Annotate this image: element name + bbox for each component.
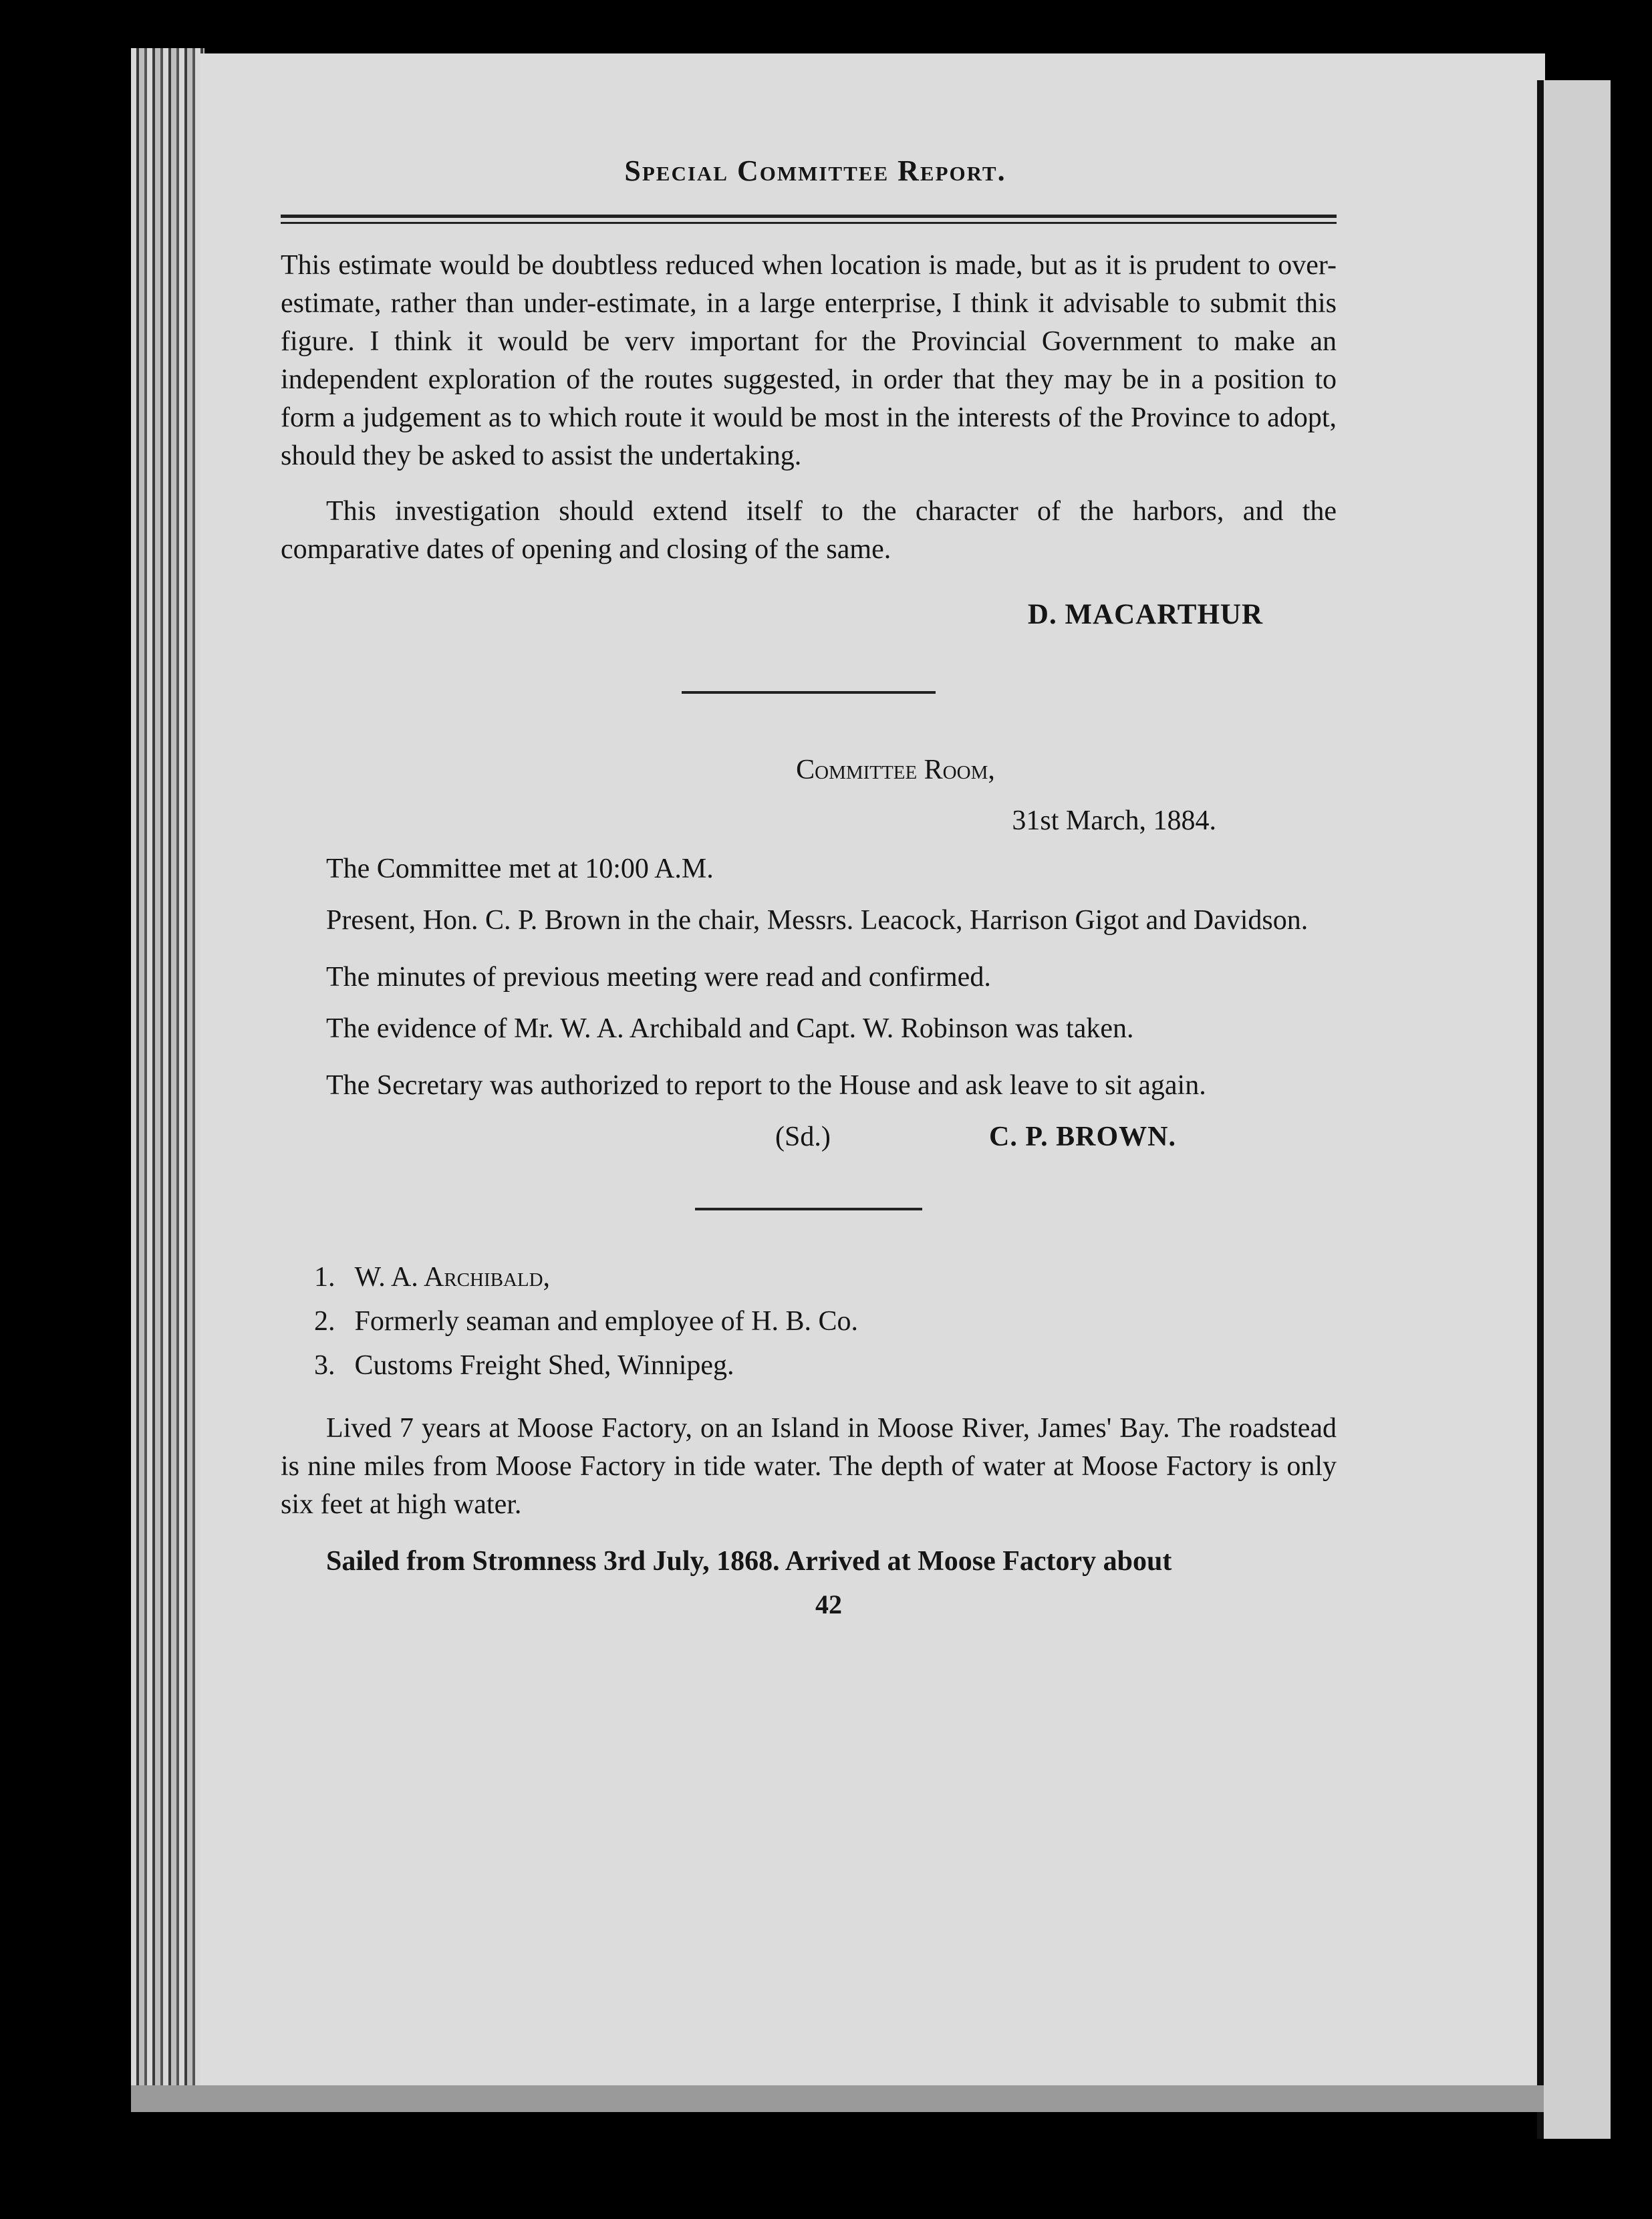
signature-brown: C. P. BROWN. — [989, 1122, 1176, 1152]
sd-mark: (Sd.) — [775, 1122, 831, 1152]
committee-room-heading: Committee Room, — [796, 755, 995, 785]
section-divider — [682, 691, 936, 694]
paragraph-investigation: This investigation should extend itself to the character of the harbors, and the comparative dates of opening and closing of the same. — [281, 496, 1337, 565]
header-double-rule — [281, 215, 1337, 224]
section-divider-2 — [695, 1208, 922, 1210]
witness-item-2 — [314, 1301, 1337, 1341]
paragraph-sailed: Sailed from Stromness 3rd July, 1868. Arrived at Moose Factory about — [326, 1546, 1172, 1577]
facing-page-strip — [1544, 80, 1611, 2139]
witness-item-number: 1. — [314, 1262, 335, 1293]
witness-item-1 — [314, 1257, 1337, 1297]
witness-item-text: Formerly seaman and employee of H. B. Co. — [354, 1306, 858, 1337]
signature-line-brown — [281, 1121, 1337, 1161]
paragraph-meeting-time: The Committee met at 10:00 A.M. — [326, 854, 714, 884]
page-bottom-shadow — [131, 2085, 1544, 2112]
paragraph-present: Present, Hon. C. P. Brown in the chair, Messrs. Leacock, Harrison Gigot and Davidson. — [326, 905, 1309, 936]
witness-item-text: W. A. Archibald, — [354, 1262, 551, 1293]
paragraph-evidence: The evidence of Mr. W. A. Archibald and Capt. W. Robinson was taken. — [326, 1013, 1134, 1044]
page-number: 42 — [815, 1589, 842, 1619]
signature-macarthur: D. MACARTHUR — [1027, 599, 1263, 630]
witness-item-number: 2. — [314, 1306, 335, 1337]
witness-item-text: Customs Freight Shed, Winnipeg. — [354, 1350, 734, 1381]
page-stack-edge — [131, 48, 204, 2093]
witness-item-number: 3. — [314, 1350, 335, 1381]
meeting-date: 31st March, 1884. — [1012, 805, 1216, 836]
paragraph-secretary: The Secretary was authorized to report to the House and ask leave to sit again. — [326, 1070, 1206, 1101]
page-content — [281, 154, 1337, 1620]
paragraph-minutes: The minutes of previous meeting were read and confirmed. — [326, 962, 991, 993]
witness-item-3 — [314, 1345, 1337, 1386]
paragraph-moose-factory: Lived 7 years at Moose Factory, on an Island in Moose River, James' Bay. The roadstead is nine miles from Moose Factory in tide water. The depth of water at Moose Factory is only six feet at high water. — [281, 1413, 1337, 1520]
witness-list — [281, 1257, 1337, 1386]
paragraph-estimate: This estimate would be doubtless reduced when location is made, but as it is prudent to over-estimate, rather than under-estimate, in a large enterprise, I think it advisable to submit this figure. I think it would be verv important for the Provincial Government to make an independent exploration of the routes suggested, in order that they may be in a position to form a judgement as to which route it would be most in the interests of the Province to adopt, should they be asked to assist the undertaking. — [281, 250, 1337, 471]
running-header: Special Committee Report. — [624, 154, 1006, 187]
page-binding-edge — [1537, 80, 1544, 2139]
